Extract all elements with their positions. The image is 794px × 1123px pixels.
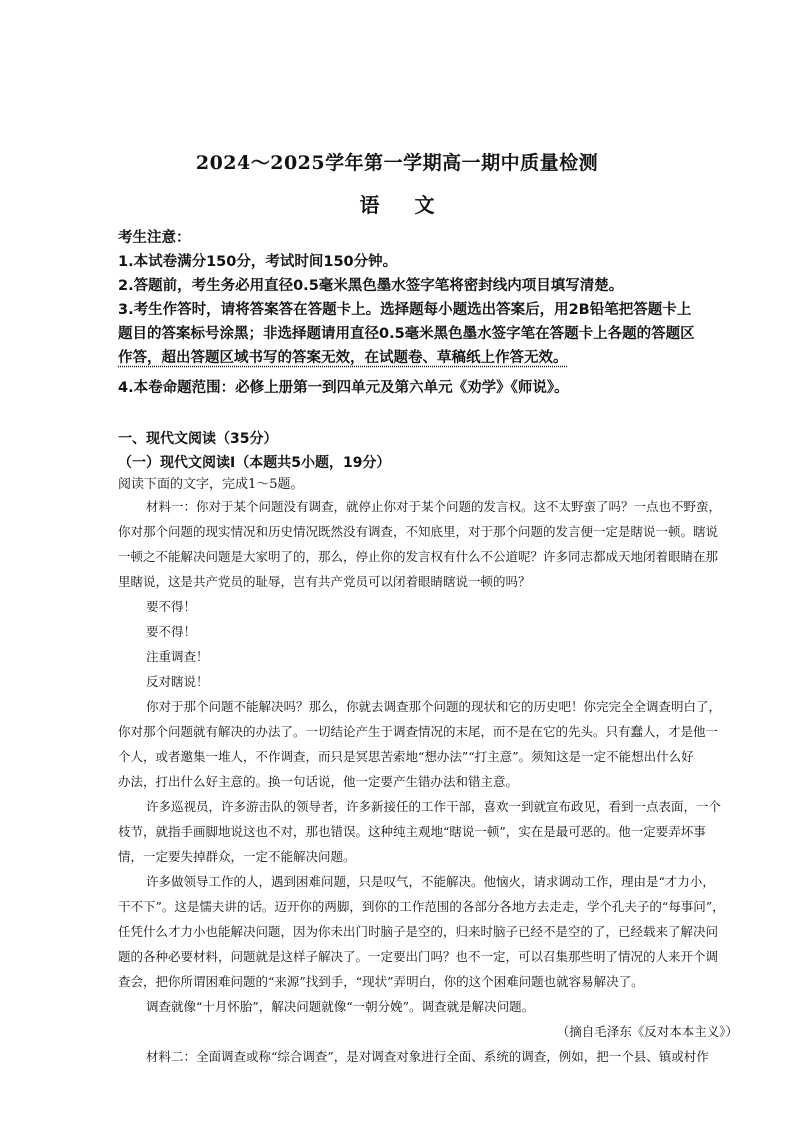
passage-line: 许多做领导工作的人，遇到困难问题，只是叹气，不能解决。他恼火，请求调动工作，理由是“才力小， xyxy=(146,874,715,889)
section-heading: 一、现代文阅读（35分） xyxy=(118,431,278,447)
subject-title: 语 文 xyxy=(359,193,449,217)
passage-line: 材料二：全面调查或称“综合调查”，是对调查对象进行全面、系统的调查，例如，把一个县、镇或村作 xyxy=(146,1049,709,1064)
notice-item-1: 1.本试卷满分150分，考试时间150分钟。 xyxy=(118,254,398,270)
passage-line: 你对那个问题的现实情况和历史情况既然没有调查，不知底里，对于那个问题的发言便一定是瞎说一顿。瞎说 xyxy=(118,524,719,539)
passage-line: 枝节，就指手画脚地说这也不对，那也错误。这种纯主观地“瞎说一顿”，实在是最可恶的。他一定要弄坏事 xyxy=(118,824,706,839)
notice-heading: 考生注意： xyxy=(118,230,191,246)
passage-line: 办法，打出什么好主意的。换一句话说，他一定要产生错办法和错主意。 xyxy=(118,774,519,789)
passage-line: 材料一：你对于某个问题没有调查，就停止你对于某个问题的发言权。这不太野蛮了吗？一点也不野蛮， xyxy=(146,499,722,514)
exam-title: 2024～2025学年第一学期高一期中质量检测 xyxy=(195,152,599,174)
passage-line: 查会，把你所谓困难问题的“来源”找到手，“现状”弄明白，你的这个困难问题也就容易解决了。 xyxy=(118,974,644,989)
passage-line: 要不得！ xyxy=(146,599,197,614)
reading-passage xyxy=(118,494,738,1069)
notice-item-3: 3.考生作答时，请将答案答在答题卡上。选择题每小题选出答案后，用2B铅笔把答题卡上 xyxy=(118,302,692,318)
passage-line: 题的各种必要材料，问题就是这样子解决了。一定要出门吗？也不一定，可以召集那些明了情况的人来开个调 xyxy=(118,949,719,964)
passage-line: 个人，或者邀集一堆人，不作调查，而只是冥思苦索地“想办法”“打主意”。须知这是一定不能想出什么好 xyxy=(118,749,694,764)
passage-line: 你对那个问题就有解决的办法了。一切结论产生于调查情况的末尾，而不是在它的先头。只有蠢人，才是他一 xyxy=(118,724,719,739)
notice-item-2: 2.答题前，考生务必用直径0.5毫米黑色墨水签字笔将密封线内项目填写清楚。 xyxy=(118,278,624,294)
passage-line: 里瞎说，这是共产党员的耻辱，岂有共产党员可以闭着眼睛瞎说一顿的吗？ xyxy=(118,574,531,589)
reading-instruction: 阅读下面的文字，完成1～5题。 xyxy=(118,477,304,492)
passage-line: 调查就像“十月怀胎”，解决问题就像“一朝分娩”。调查就是解决问题。 xyxy=(146,999,535,1014)
passage-line: 任凭什么才力小也能解决问题，因为你未出门时脑子是空的，归来时脑子已经不是空的了，已经载来了解决问 xyxy=(118,924,719,939)
passage-line: 反对瞎说！ xyxy=(146,674,209,689)
passage-line: 要不得！ xyxy=(146,624,197,639)
passage-line: 一顿之不能解决问题是大家明了的，那么，停止你的发言权有什么不公道呢？许多同志都成天地闭着眼睛在那 xyxy=(118,549,719,564)
notice-item-3-end: 作答，超出答题区域书写的答案无效，在试题卷、草稿纸上作答无效。 xyxy=(118,350,568,366)
notice-item-3-cont: 题目的答案标号涂黑；非选择题请用直径0.5毫米黑色墨水签字笔在答题卡上各题的答题区 xyxy=(118,326,695,342)
passage-line: 干不下”。这是懦夫讲的话。迈开你的两脚，到你的工作范围的各部分各地方去走走，学个孔夫子的“每事问”， xyxy=(118,899,725,914)
candidate-notice xyxy=(118,226,758,400)
passage-line: 许多巡视员，许多游击队的领导者，许多新接任的工作干部，喜欢一到就宣布政见，看到一点表面，一个 xyxy=(146,799,722,814)
passage-line: 情，一定要失掉群众，一定不能解决问题。 xyxy=(118,849,356,864)
passage-source: （摘自毛泽东《反对本本主义》） xyxy=(556,1024,738,1039)
passage-line: 注重调查！ xyxy=(146,649,209,664)
passage-line: 你对于那个问题不能解决吗？那么，你就去调查那个问题的现状和它的历史吧！你完完全全调查明白了， xyxy=(146,699,722,714)
subsection-heading: （一）现代文阅读Ⅰ（本题共5小题，19分） xyxy=(118,455,391,471)
notice-item-4: 4.本卷命题范围：必修上册第一到四单元及第六单元《劝学》《师说》。 xyxy=(118,380,569,396)
